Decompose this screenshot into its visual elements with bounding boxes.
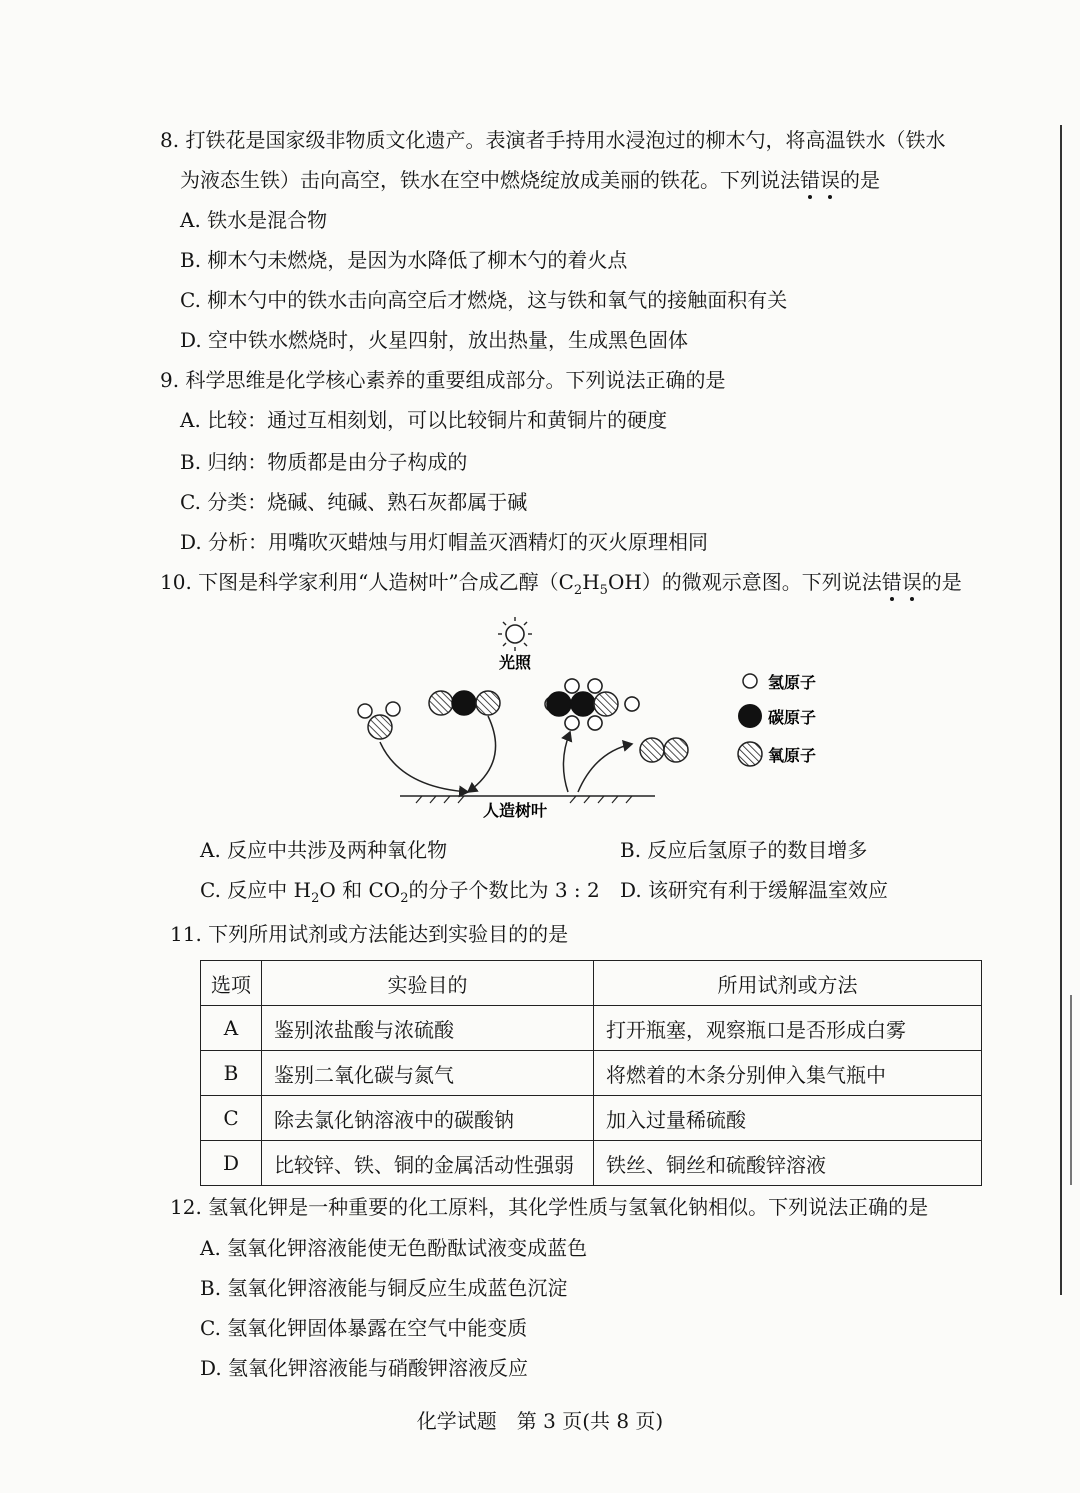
q9-option-a: A. 比较：通过互相刻划，可以比较铜片和黄铜片的硬度 [180, 408, 668, 432]
q12-option-a: A. 氢氧化钾溶液能使无色酚酞试液变成蓝色 [200, 1236, 588, 1260]
row-method: 将燃着的木条分别伸入集气瓶中 [594, 1051, 982, 1096]
row-option: C [201, 1096, 262, 1141]
q10-c-subscript: 2 [311, 891, 320, 906]
carbon-legend-icon [738, 704, 762, 728]
q11-stem: 11. 下列所用试剂或方法能达到实验目的的是 [170, 922, 569, 946]
margin-rule-secondary [1070, 995, 1072, 1185]
q9-option-d: D. 分析：用嘴吹灭蜡烛与用灯帽盖灭酒精灯的灭火原理相同 [180, 530, 709, 554]
q10-stem [160, 570, 962, 603]
q9-stem: 9. 科学思维是化学核心素养的重要组成部分。下列说法正确的是 [160, 368, 726, 392]
header-method: 所用试剂或方法 [594, 961, 982, 1006]
row-method: 打开瓶塞，观察瓶口是否形成白雾 [594, 1006, 982, 1051]
legend-hydrogen: 氢原子 [768, 673, 817, 692]
q10-stem-end: 的是 [921, 570, 962, 594]
q12-option-d: D. 氢氧化钾溶液能与硝酸钾溶液反应 [200, 1356, 529, 1380]
row-method: 加入过量稀硫酸 [594, 1096, 982, 1141]
ethanol-molecule [545, 679, 639, 730]
q10-c-subscript: 2 [400, 891, 409, 906]
row-method: 铁丝、铜丝和硫酸锌溶液 [594, 1141, 982, 1186]
header-goal: 实验目的 [262, 961, 594, 1006]
row-goal: 鉴别浓盐酸与浓硫酸 [262, 1006, 594, 1051]
q8-option-c: C. 柳木勺中的铁水击向高空后才燃烧，这与铁和氧气的接触面积有关 [180, 288, 788, 312]
q10-c-text: C. 反应中 H [200, 878, 312, 902]
leaf-label: 人造树叶 [482, 801, 548, 820]
q12-option-b: B. 氢氧化钾溶液能与铜反应生成蓝色沉淀 [200, 1276, 568, 1300]
q8-stem-line1: 8. 打铁花是国家级非物质文化遗产。表演者手持用水浸泡过的柳木勺，将高温铁水（铁水 [160, 128, 946, 152]
legend [738, 673, 816, 766]
q12-option-c: C. 氢氧化钾固体暴露在空气中能变质 [200, 1316, 528, 1340]
experiment-table [200, 960, 982, 1186]
q8-option-b: B. 柳木勺未燃烧，是因为水降低了柳木勺的着火点 [180, 248, 628, 272]
q10-c-text2: O 和 CO [319, 878, 401, 902]
margin-rule [1060, 125, 1062, 1295]
table-row [201, 1141, 982, 1186]
water-molecule [358, 702, 400, 739]
sun-icon [498, 617, 532, 651]
o2-molecule [640, 738, 688, 762]
q10-stem-text: 10. 下图是科学家利用“人造树叶”合成乙醇（C [160, 570, 574, 594]
q10-formula-h: H [582, 570, 600, 594]
arrow-o2-out [578, 744, 632, 792]
row-option: D [201, 1141, 262, 1186]
q10-subscript: 5 [599, 583, 608, 598]
artificial-leaf-diagram [340, 612, 860, 827]
row-option: B [201, 1051, 262, 1096]
oxygen-legend-icon [738, 742, 762, 766]
arrow-water-in [380, 742, 468, 792]
q9-option-b: B. 归纳：物质都是由分子构成的 [180, 450, 468, 474]
legend-carbon: 碳原子 [768, 708, 817, 727]
q10-subscript: 2 [573, 583, 583, 598]
q10-c-text3: 的分子个数比为 3 : 2 [408, 878, 600, 902]
q8-stem-text: 为液态生铁）击向高空，铁水在空中燃烧绽放成美丽的铁花。下列说法 [180, 168, 800, 192]
q8-option-d: D. 空中铁水燃烧时，火星四射，放出热量，生成黑色固体 [180, 328, 689, 352]
header-option: 选项 [201, 961, 262, 1006]
legend-oxygen: 氧原子 [768, 746, 817, 765]
q10-emphasis-char: 误 [901, 570, 922, 594]
arrow-co2-in [468, 716, 496, 792]
row-goal: 比较锌、铁、铜的金属活动性强弱 [262, 1141, 594, 1186]
q8-option-a: A. 铁水是混合物 [180, 208, 328, 232]
q10-stem-text2: OH）的微观示意图。下列说法 [607, 570, 882, 594]
hydrogen-legend-icon [743, 674, 757, 688]
q10-emphasis-char: 错 [881, 570, 902, 594]
q10-option-d: D. 该研究有利于缓解温室效应 [620, 878, 889, 902]
row-option: A [201, 1006, 262, 1051]
q10-option-c [200, 878, 600, 911]
q10-option-b: B. 反应后氢原子的数目增多 [620, 838, 868, 862]
row-goal: 鉴别二氧化碳与氮气 [262, 1051, 594, 1096]
q8-emphasis-char: 误 [820, 168, 840, 192]
q9-option-c: C. 分类：烧碱、纯碱、熟石灰都属于碱 [180, 490, 528, 514]
table-row [201, 1051, 982, 1096]
co2-molecule [429, 691, 500, 715]
table-row [201, 1096, 982, 1141]
row-goal: 除去氯化钠溶液中的碳酸钠 [262, 1096, 594, 1141]
q12-stem: 12. 氢氧化钾是一种重要的化工原料，其化学性质与氢氧化钠相似。下列说法正确的是 [170, 1195, 929, 1219]
arrow-ethanol-out [563, 732, 570, 792]
q8-stem-line2 [180, 168, 880, 192]
table-header-row [201, 961, 982, 1006]
table-row [201, 1006, 982, 1051]
page-footer: 化学试题 第 3 页(共 8 页) [416, 1409, 664, 1433]
light-label: 光照 [498, 653, 532, 672]
q10-option-a: A. 反应中共涉及两种氧化物 [200, 838, 448, 862]
diagram-svg [340, 612, 860, 827]
q8-stem-end: 的是 [840, 168, 880, 192]
q8-emphasis-char: 错 [800, 168, 820, 192]
